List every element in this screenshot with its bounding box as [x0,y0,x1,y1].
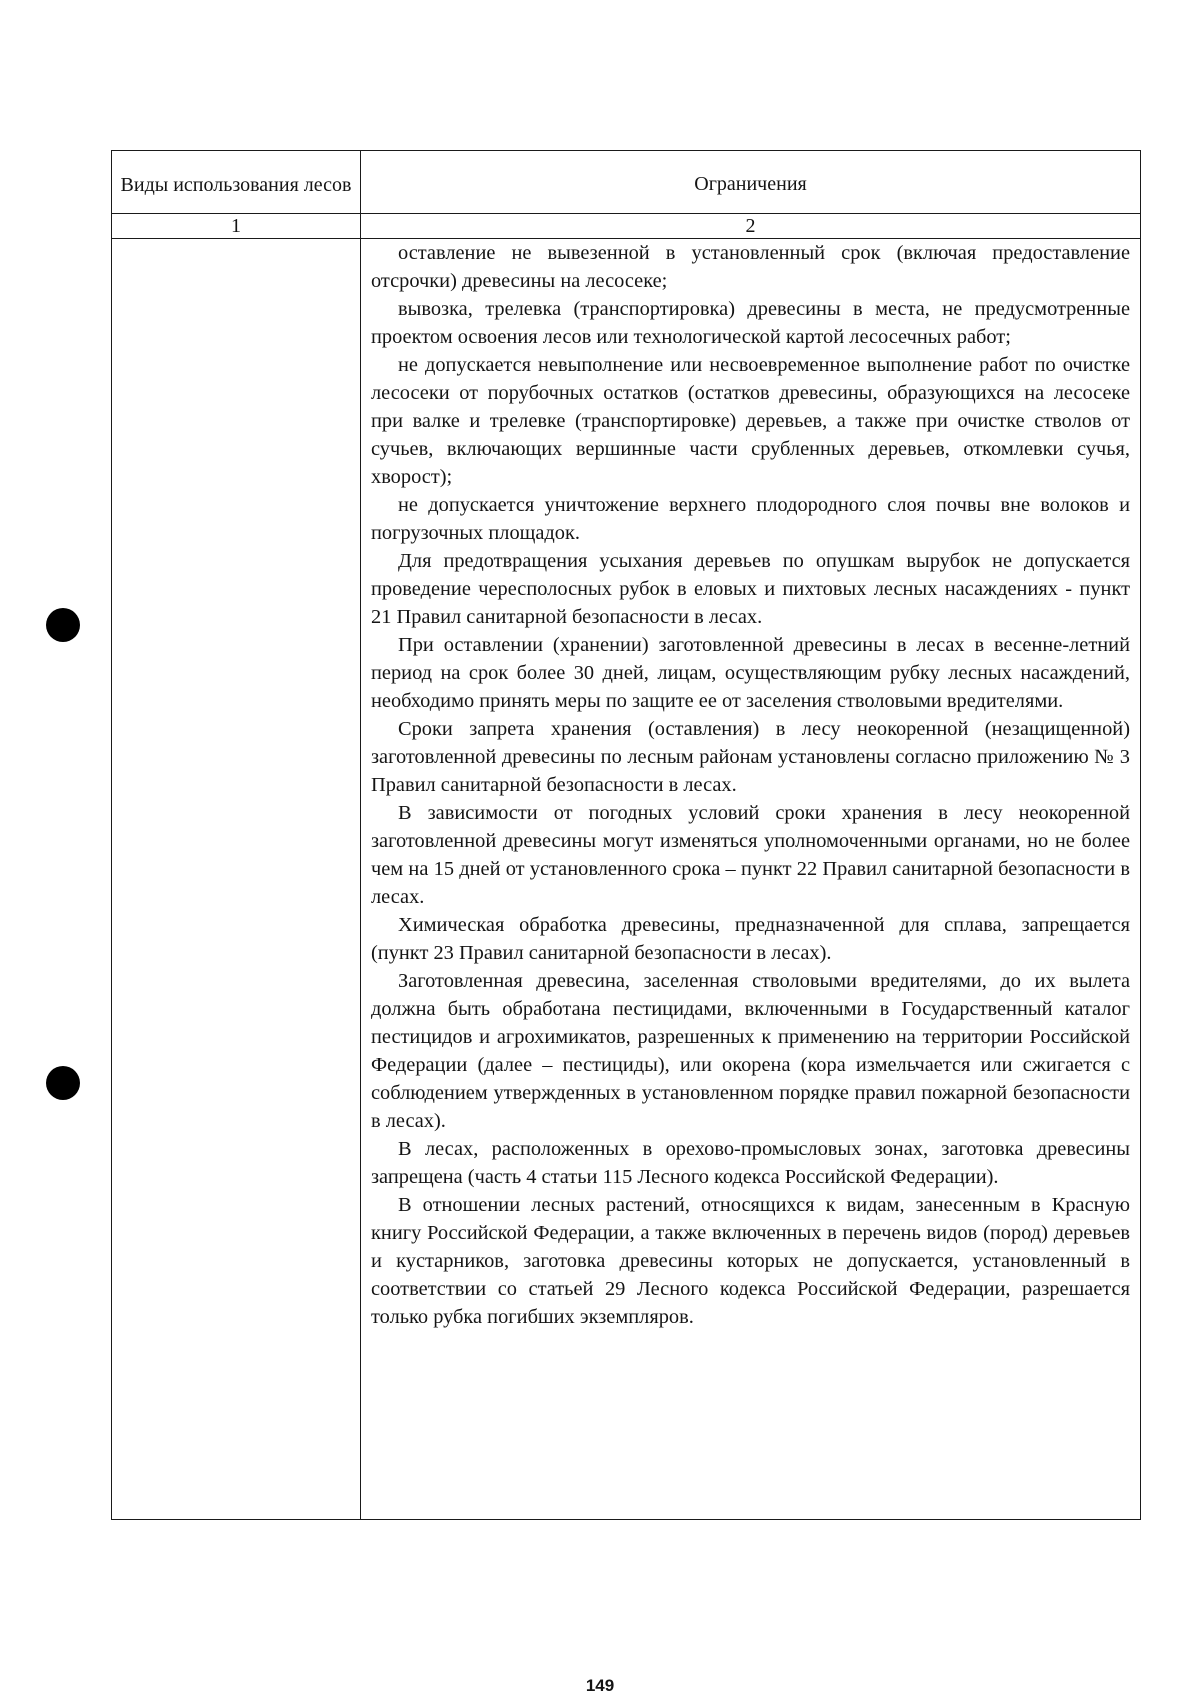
header-forest-use-types: Виды использования лесов [112,151,361,214]
restriction-paragraph: Сроки запрета хранения (оставления) в лесу неокоренной (незащищенной) заготовленной древесины по лесным районам установлены согласно приложению № 3 Правил санитарной безопасности в лесах. [371,718,1130,796]
restriction-paragraph: не допускается уничтожение верхнего плодородного слоя почвы вне волоков и погрузочных площадок. [371,494,1130,544]
restriction-paragraph: оставление не вывезенной в установленный срок (включая предоставление отсрочки) древесины на лесосеке; [371,242,1130,292]
column-number-1: 1 [112,214,361,239]
restriction-paragraph: Заготовленная древесина, заселенная стволовыми вредителями, до их вылета должна быть обработана пестицидами, включенными в Государственный каталог пестицидов и агрохимикатов, разрешенных к применению на территории Российской Федерации (далее – пестициды), или окорена (кора измельчается или сжигается с соблюдением утвержденных в установленном порядке правил пожарной безопасности в лесах). [371,970,1130,1132]
restriction-paragraph: Для предотвращения усыхания деревьев по опушкам вырубок не допускается проведение чересполосных рубок в еловых и пихтовых лесных насаждениях - пункт 21 Правил санитарной безопасности в лесах. [371,550,1130,628]
restriction-paragraph: В зависимости от погодных условий сроки хранения в лесу неокоренной заготовленной древесины могут изменяться уполномоченными органами, но не более чем на 15 дней от установленного срока – пункт 22 Правил санитарной безопасности в лесах. [371,802,1130,908]
punch-hole-bottom [46,1066,80,1100]
table-header-row [112,151,1141,214]
restriction-paragraph: В отношении лесных растений, относящихся к видам, занесенным в Красную книгу Российской Федерации, а также включенных в перечень видов (пород) деревьев и кустарников, заготовка древесины которых не допускается, установленный в соответствии со статьей 29 Лесного кодекса Российской Федерации, разрешается только рубка погибших экземпляров. [371,1194,1130,1328]
restriction-paragraph: При оставлении (хранении) заготовленной древесины в лесах в весенне-летний период на срок более 30 дней, лицам, осуществляющим рубку лесных насаждений, необходимо принять меры по защите ее от заселения стволовыми вредителями. [371,634,1130,712]
restriction-paragraph: вывозка, трелевка (транспортировка) древесины в места, не предусмотренные проектом освоения лесов или технологической картой лесосечных работ; [371,298,1130,348]
restrictions-table [111,150,1141,1520]
page-number: 149 [585,1676,615,1695]
forest-use-type-cell [112,239,361,1520]
restriction-paragraph: В лесах, расположенных в орехово-промысловых зонах, заготовка древесины запрещена (часть 4 статьи 115 Лесного кодекса Российской Федерации). [371,1138,1130,1188]
table-number-row [112,214,1141,239]
table-body-row [112,239,1141,1520]
restriction-paragraph: Химическая обработка древесины, предназначенной для сплава, запрещается (пункт 23 Правил санитарной безопасности в лесах). [371,914,1130,964]
restrictions-cell [361,239,1141,1520]
column-number-2: 2 [361,214,1141,239]
punch-hole-top [46,608,80,642]
restriction-paragraph: не допускается невыполнение или несвоевременное выполнение работ по очистке лесосеки от порубочных остатков (остатков древесины, образующихся на лесосеке при валке и трелевке (транспортировке) деревьев, а также при очистке стволов от сучьев, включающих вершинные части срубленных деревьев, откомлевки сучья, хворост); [371,354,1130,488]
header-restrictions: Ограничения [361,151,1141,214]
